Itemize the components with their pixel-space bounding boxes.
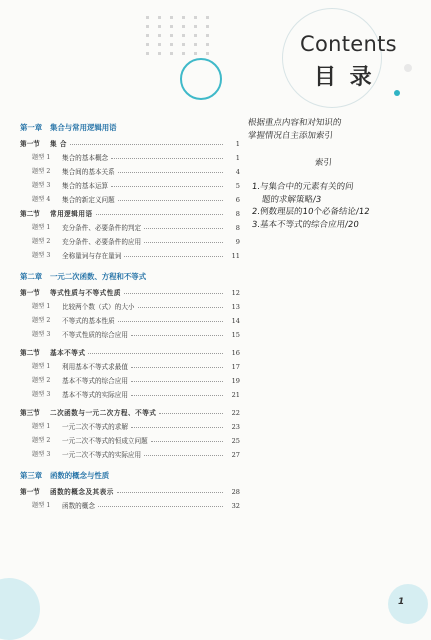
toc-label: 题型 1 xyxy=(32,154,51,161)
toc-title: 基本不等式的综合应用 xyxy=(62,377,128,385)
toc-topic[interactable] xyxy=(20,222,240,234)
toc-page: 8 xyxy=(235,210,240,218)
dot-leader xyxy=(124,287,223,294)
toc-page: 22 xyxy=(231,409,240,417)
circle-decoration xyxy=(404,64,412,72)
dot-leader xyxy=(151,435,223,442)
dot-leader xyxy=(138,301,223,308)
toc-topic[interactable] xyxy=(20,166,240,178)
toc-label: 第一节 xyxy=(20,488,40,496)
dot-leader xyxy=(144,236,223,243)
toc-chapter[interactable] xyxy=(20,271,240,283)
toc-page: 4 xyxy=(235,168,240,176)
toc-title: 一元二次函数、方程和不等式 xyxy=(50,272,147,281)
toc-topic[interactable] xyxy=(20,389,240,401)
toc-label: 题型 2 xyxy=(32,377,51,384)
toc-title: 二次函数与一元二次方程、不等式 xyxy=(50,409,157,417)
dot-leader xyxy=(111,152,223,159)
toc-page: 21 xyxy=(231,391,240,399)
toc-chapter[interactable] xyxy=(20,122,240,134)
toc-title: 函数的概念与性质 xyxy=(50,471,110,480)
toc-label: 题型 1 xyxy=(32,303,51,310)
toc-page: 11 xyxy=(231,252,240,260)
dot-leader xyxy=(70,138,223,145)
toc-page: 15 xyxy=(231,331,240,339)
toc-topic[interactable] xyxy=(20,250,240,262)
toc-page: 9 xyxy=(235,238,240,246)
dot-leader xyxy=(118,194,223,201)
toc-topic[interactable] xyxy=(20,236,240,248)
toc-label: 题型 3 xyxy=(32,391,51,398)
toc-page: 13 xyxy=(231,303,240,311)
toc-page: 14 xyxy=(231,317,240,325)
contents-subtitle: 目 录 xyxy=(314,65,375,90)
toc-section[interactable] xyxy=(20,287,240,299)
toc-topic[interactable] xyxy=(20,361,240,373)
toc-label: 第一节 xyxy=(20,140,40,148)
dot-leader xyxy=(124,250,223,257)
toc-topic[interactable] xyxy=(20,500,240,512)
toc-label: 题型 3 xyxy=(32,331,51,338)
toc-topic[interactable] xyxy=(20,301,240,313)
toc-label: 题型 2 xyxy=(32,317,51,324)
toc-section[interactable] xyxy=(20,138,240,150)
toc-label: 题型 1 xyxy=(32,423,51,430)
handwritten-index-item: 2.例数理层的10个必备结论/12 xyxy=(251,207,371,217)
handwritten-note: 根据重点内容和对知识的 xyxy=(247,118,342,128)
dot-leader xyxy=(111,180,223,187)
table-of-contents xyxy=(20,118,240,514)
contents-title: Contents xyxy=(300,32,397,56)
toc-title: 基本不等式 xyxy=(50,349,86,357)
dot-leader xyxy=(98,500,223,507)
dot-leader xyxy=(131,361,223,368)
toc-page: 17 xyxy=(231,363,240,371)
toc-label: 题型 1 xyxy=(32,502,51,509)
toc-topic[interactable] xyxy=(20,180,240,192)
dot-leader xyxy=(131,329,223,336)
dot-leader xyxy=(118,166,223,173)
toc-topic[interactable] xyxy=(20,329,240,341)
dot-leader xyxy=(118,315,223,322)
toc-label: 第三章 xyxy=(20,471,43,480)
toc-section[interactable] xyxy=(20,208,240,220)
toc-title: 基本不等式的实际应用 xyxy=(62,391,128,399)
dot-leader xyxy=(117,486,223,493)
toc-title: 一元二次不等式的求解 xyxy=(62,423,128,431)
toc-section[interactable] xyxy=(20,486,240,498)
toc-title: 函数的概念及其表示 xyxy=(50,488,114,496)
dot-leader xyxy=(131,421,223,428)
toc-label: 题型 4 xyxy=(32,196,51,203)
toc-title: 集 合 xyxy=(50,140,67,148)
toc-title: 不等式性质的综合应用 xyxy=(62,331,128,339)
toc-page: 28 xyxy=(231,488,240,496)
dot-leader xyxy=(131,375,223,382)
toc-title: 充分条件、必要条件的判定 xyxy=(62,224,142,232)
dot-leader xyxy=(88,347,223,354)
toc-topic[interactable] xyxy=(20,315,240,327)
toc-title: 等式性质与不等式性质 xyxy=(50,289,121,297)
toc-topic[interactable] xyxy=(20,435,240,447)
toc-section[interactable] xyxy=(20,347,240,359)
handwritten-heading: 索引 xyxy=(314,158,333,168)
toc-page: 23 xyxy=(231,423,240,431)
toc-label: 题型 2 xyxy=(32,238,51,245)
dot-leader xyxy=(144,449,223,456)
toc-label: 题型 1 xyxy=(32,224,51,231)
toc-title: 常用逻辑用语 xyxy=(50,210,93,218)
toc-title: 函数的概念 xyxy=(62,502,95,510)
toc-title: 一元二次不等式的实际应用 xyxy=(62,451,142,459)
toc-page: 32 xyxy=(231,502,240,510)
toc-chapter[interactable] xyxy=(20,470,240,482)
toc-page: 12 xyxy=(231,289,240,297)
toc-page: 1 xyxy=(235,140,240,148)
toc-label: 第二节 xyxy=(20,349,40,357)
circle-decoration xyxy=(388,584,428,624)
toc-page: 1 xyxy=(235,154,240,162)
toc-page: 25 xyxy=(231,437,240,445)
toc-title: 集合的新定义问题 xyxy=(62,196,115,204)
circle-decoration xyxy=(282,8,382,108)
toc-page: 16 xyxy=(231,349,240,357)
toc-label: 题型 1 xyxy=(32,363,51,370)
handwritten-index-item: 题的求解策略/3 xyxy=(261,195,322,205)
circle-decoration xyxy=(0,578,40,640)
toc-label: 题型 2 xyxy=(32,168,51,175)
toc-topic[interactable] xyxy=(20,449,240,461)
toc-label: 第一章 xyxy=(20,123,43,132)
toc-section[interactable] xyxy=(20,407,240,419)
toc-topic[interactable] xyxy=(20,194,240,206)
dot-leader xyxy=(131,389,223,396)
handwritten-note: 掌握情况自主添加索引 xyxy=(247,131,334,141)
handwritten-index-item: 1.与集合中的元素有关的问 xyxy=(251,182,355,192)
toc-title: 集合间的基本关系 xyxy=(62,168,115,176)
toc-page: 5 xyxy=(235,182,240,190)
toc-title: 集合的基本运算 xyxy=(62,182,109,190)
dot-leader xyxy=(159,407,223,414)
toc-label: 题型 3 xyxy=(32,451,51,458)
toc-page: 19 xyxy=(231,377,240,385)
toc-page: 6 xyxy=(235,196,240,204)
toc-title: 集合的基本概念 xyxy=(62,154,109,162)
toc-title: 集合与常用逻辑用语 xyxy=(50,123,117,132)
toc-label: 第三节 xyxy=(20,409,40,417)
toc-label: 题型 2 xyxy=(32,437,51,444)
toc-topic[interactable] xyxy=(20,421,240,433)
toc-title: 充分条件、必要条件的应用 xyxy=(62,238,142,246)
toc-page: 8 xyxy=(235,224,240,232)
toc-title: 不等式的基本性质 xyxy=(62,317,115,325)
toc-label: 第二章 xyxy=(20,272,43,281)
toc-topic[interactable] xyxy=(20,375,240,387)
toc-page: 27 xyxy=(231,451,240,459)
toc-topic[interactable] xyxy=(20,152,240,164)
page-number: 1 xyxy=(398,597,405,607)
toc-label: 题型 3 xyxy=(32,182,51,189)
toc-title: 一元二次不等式的恒成立问题 xyxy=(62,437,148,445)
circle-decoration xyxy=(180,58,222,100)
toc-title: 利用基本不等式求最值 xyxy=(62,363,128,371)
toc-label: 第一节 xyxy=(20,289,40,297)
toc-label: 第二节 xyxy=(20,210,40,218)
toc-label: 题型 3 xyxy=(32,252,51,259)
toc-title: 比较两个数（式）的大小 xyxy=(62,303,135,311)
dot-grid-decoration xyxy=(146,16,212,55)
dot-leader xyxy=(144,222,223,229)
dot-leader xyxy=(96,208,223,215)
toc-title: 全称量词与存在量词 xyxy=(62,252,122,260)
handwritten-index-item: 3.基本不等式的综合应用/20 xyxy=(251,220,360,230)
circle-decoration xyxy=(394,90,400,96)
